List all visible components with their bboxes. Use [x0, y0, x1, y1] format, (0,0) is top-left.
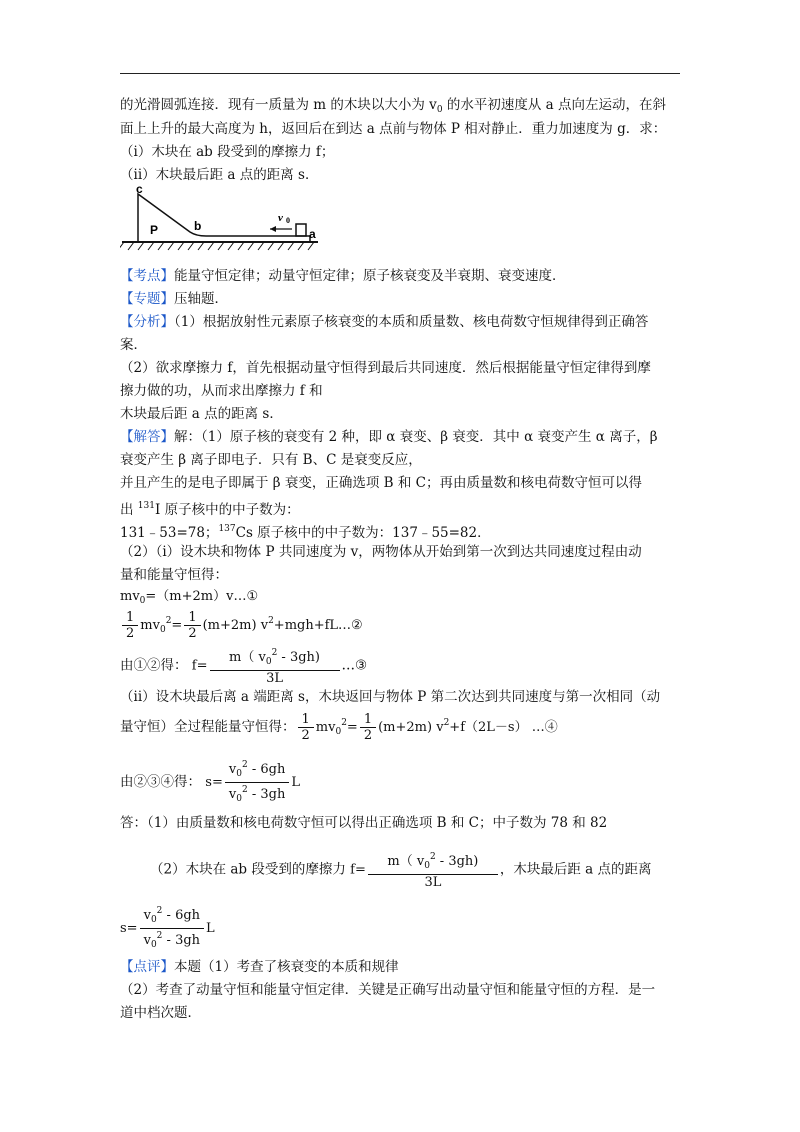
- question-ii: （ii）木块最后距 a 点的距离 s．: [120, 167, 319, 183]
- fraction-half: $\frac{1}{2}$: [122, 610, 138, 641]
- fraction-f-answer: $\frac{m( v_0^2 - 3gh)}{3L}$: [368, 850, 498, 890]
- answer-s: s= $\frac{v_0^2 - 6gh}{v_0^2 - 3gh}$ L: [120, 904, 215, 953]
- dianping-line-3: 道中档次题．: [120, 1005, 201, 1021]
- answer-line-2: （2）木块在 ab 段受到的摩擦力 f= $\frac{m( v_0^2 - 3gh)}{3L}$ ，木块最后距 a 点的距离: [150, 852, 652, 890]
- jieda-line-3: 并且产生的是电子即属于 β 衰变，正确选项 B 和 C；再由质量数和核电荷数守恒可以得: [120, 475, 643, 491]
- label-p: P: [150, 223, 159, 237]
- dianping-line-2: （2）考查了动量守恒和能量守恒定律．关键是正确写出动量守恒和能量守恒的方程．是一: [120, 982, 656, 998]
- jieda-line-6: （2）（i）设木块和物体 P 共同速度为 v，两物体从开始到第一次到达共同速度过程由动: [120, 544, 642, 560]
- jieda-line-2: 衰变产生 β 离子即电子．只有 B、C 是衰变反应，: [120, 452, 422, 468]
- problem-line-1: 的光滑圆弧连接．现有一质量为 m 的木块以大小为 $v_0$ 的水平初速度从 a 点向左运动，在斜: [120, 97, 666, 115]
- result-s-line: 由②③④得： s= $\frac{v_0^2 - 6gh}{v_0^2 - 3gh}$ L: [120, 758, 300, 807]
- fenxi-line-3: （2）欲求摩擦力 f，首先根据动量守恒得到最后共同速度．然后根据能量守恒定律得到摩: [120, 360, 651, 376]
- equation-4: 量守恒）全过程能量守恒得： $\frac{1}{2}$ $mv_0^2=$ $\frac{1}{2}$ (m+2m) $v^2+f(2L-s)$ …④: [120, 712, 558, 743]
- fenxi-line-4: 擦力做的功，从而求出摩擦力 f 和: [120, 383, 323, 399]
- zhuanti-line: 【专题】压轴题．: [120, 291, 228, 307]
- fenxi-line-5: 木块最后距 a 点的距离 s．: [120, 406, 283, 422]
- kaodian-tag: 【考点】: [120, 268, 174, 284]
- dianping-line-1: 【点评】本题（1）考查了核衰变的本质和规律: [120, 959, 399, 975]
- fenxi-line-2: 案．: [120, 337, 147, 353]
- block-p-shape: [138, 194, 310, 242]
- label-a: a: [309, 227, 316, 241]
- answer-line-1: 答：（1）由质量数和核电荷数守恒可以得出正确选项 B 和 C；中子数为 78 和 82: [120, 815, 608, 831]
- incline-figure: [120, 184, 320, 256]
- problem-line-2: 面上上升的最大高度为 h，返回后在到达 a 点前与物体 P 相对静止．重力加速度为 g．求：: [120, 121, 667, 137]
- fraction-half: $\frac{1}{2}$: [184, 610, 200, 641]
- fraction-s-answer: $\frac{v_0^2 - 6gh}{v_0^2 - 3gh}$: [140, 904, 204, 953]
- equation-2: $\frac{1}{2}$ $mv_0^2=$ $\frac{1}{2}$ (m+2m) $v^2+mgh+fL\dots ②$: [120, 610, 363, 641]
- result-f-line: 由①②得： f= $\frac{m( v_0^2 - 3gh)}{3L}$ …③: [120, 648, 368, 686]
- fraction-f: $\frac{m( v_0^2 - 3gh)}{3L}$: [210, 646, 340, 686]
- kaodian-line: 【考点】能量守恒定律；动量守恒定律；原子核衰变及半衰期、衰变速度．: [120, 268, 566, 284]
- question-i: （i）木块在 ab 段受到的摩擦力 f；: [120, 144, 335, 160]
- label-v0-sub: 0: [286, 216, 290, 225]
- label-b: b: [194, 219, 202, 233]
- header-rule: [120, 73, 680, 74]
- label-c: c: [136, 184, 143, 196]
- label-v0: v: [278, 212, 283, 224]
- fraction-half: $\frac{1}{2}$: [360, 712, 376, 743]
- fenxi-tag: 【分析】: [120, 314, 174, 330]
- jieda-line-1: 【解答】解：（1）原子核的衰变有 2 种，即 α 衰变、β 衰变．其中 α 衰变产生 α 离子，β: [120, 429, 658, 445]
- jieda-line-5: 131﹣53=78；$^{137}$Cs 原子核中的中子数为：137﹣55=82．: [120, 524, 491, 541]
- equation-1: $mv_0=(m+2m)v\dots ①$: [120, 589, 259, 606]
- jieda-line-7: 量和能量守恒得：: [120, 567, 228, 583]
- jieda-line-4: 出 $^{131}$I 原子核中的中子数为：: [120, 501, 300, 518]
- fraction-s: $\frac{v_0^2 - 6gh}{v_0^2 - 3gh}$: [225, 758, 289, 807]
- wood-block: [296, 224, 306, 236]
- fraction-half: $\frac{1}{2}$: [298, 712, 314, 743]
- fenxi-line-1: 【分析】（1）根据放射性元素原子核衰变的本质和质量数、核电荷数守恒规律得到正确答: [120, 314, 649, 330]
- zhuanti-tag: 【专题】: [120, 291, 174, 307]
- jieda-ii-line-1: （ii）设木块最后离 a 端距离 s，木块返回与物体 P 第二次达到共同速度与第一次相同（动: [120, 689, 661, 705]
- dianping-tag: 【点评】: [120, 959, 174, 975]
- jieda-tag: 【解答】: [120, 429, 174, 445]
